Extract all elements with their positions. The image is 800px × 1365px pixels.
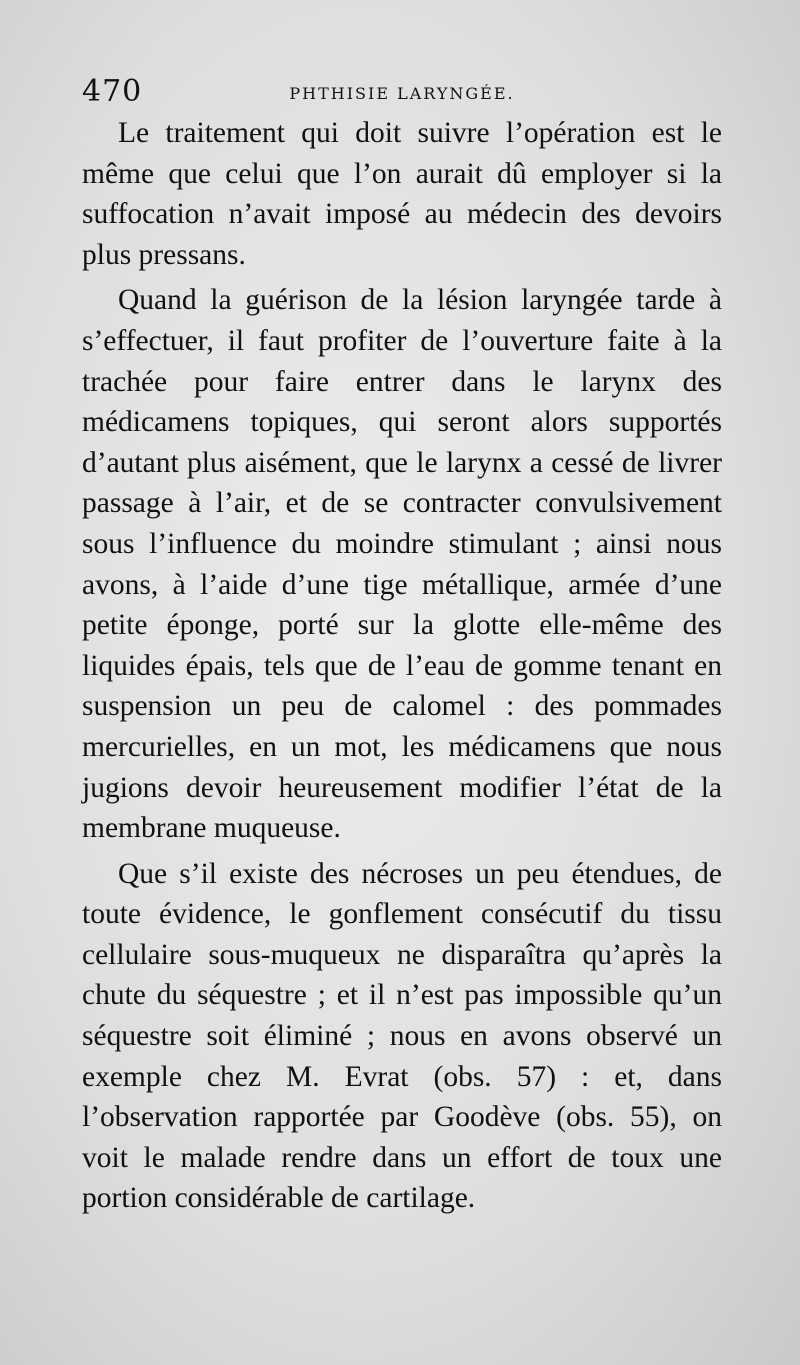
paragraph-3: Que s’il existe des nécroses un peu étendues, de toute évidence, le gonflement consécutif du tissu cellulaire sous-muqueux ne disparaîtra qu’après la chute du séquestre ; et il n’est pas impossible qu’un séquestre soit éliminé ; nous en avons observé un exemple chez M. Evrat (obs. 57) : et, dans l’observation rapportée par Goodève (obs. 55), on voit le malade rendre dans un effort de toux une portion considérable de cartilage. [82, 857, 722, 1215]
paragraph-1: Le traitement qui doit suivre l’opération est le même que celui que l’on aurait dû employer si la suffocation n’avait imposé au médecin des devoirs plus pressans. [82, 117, 722, 271]
page-header [82, 74, 722, 110]
paragraph-2: Quand la guérison de la lésion laryngée tarde à s’effectuer, il faut profiter de l’ouverture faite à la trachée pour faire entrer dans le larynx des médicamens topiques, qui seront alors supportés d’autant plus aisément, que le larynx a cessé de livrer passage à l’air, et de se contracter convulsivement sous l’influence du moindre stimulant ; ainsi nous avons, à l’aide d’une tige métallique, armée d’une petite éponge, porté sur la glotte elle-même des liquides épais, tels que de l’eau de gomme tenant en suspension un peu de calomel : des pommades mercurielles, en un mot, les médicamens que nous jugions devoir heureusement modifier l’état de la membrane muqueuse. [82, 284, 722, 845]
body-text [82, 113, 722, 1219]
running-title: PHTHISIE LARYNGÉE. [289, 84, 515, 103]
page-number: 470 [82, 74, 143, 109]
